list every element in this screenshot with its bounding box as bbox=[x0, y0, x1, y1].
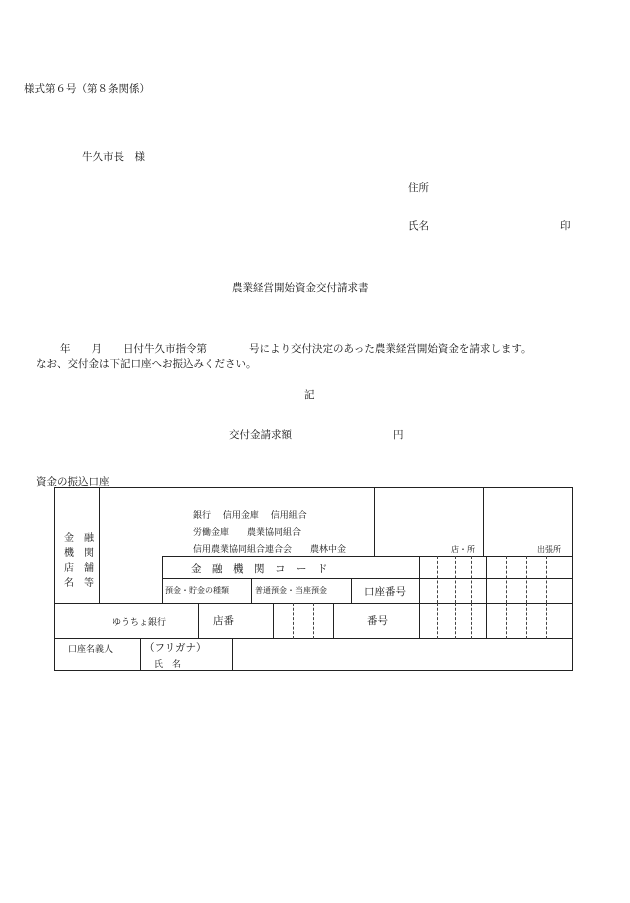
account-number-label: 口座番号 bbox=[364, 586, 406, 598]
amount-unit: 円 bbox=[393, 429, 404, 441]
yucho-label: ゆうちょ銀行 bbox=[112, 618, 167, 628]
bank-types-row-1: 銀行 信用金庫 信用組合 bbox=[193, 511, 307, 521]
institution-code-label: 金 融 機 関 コ ー ド bbox=[191, 563, 328, 575]
branch-number-label: 店番 bbox=[213, 615, 234, 627]
furigana-label: （フリガナ） bbox=[144, 642, 207, 654]
bank-types-row-2: 労働金庫 農業協同組合 bbox=[193, 528, 302, 538]
ki-mark: 記 bbox=[304, 389, 315, 401]
form-number: 様式第６号（第８条関係） bbox=[24, 83, 150, 95]
holder-row-border bbox=[54, 638, 573, 671]
bank-types-row-3: 信用農業協同組合連合会 農林中金 bbox=[193, 545, 347, 555]
document-title: 農業経営開始資金交付請求書 bbox=[232, 282, 369, 294]
body-line-1: 年 月 日付牛久市指令第 号により交付決定のあった農業経営開始資金を請求します。 bbox=[60, 343, 532, 355]
seal-mark: 印 bbox=[560, 220, 571, 232]
branch-office: 出張所 bbox=[537, 545, 561, 554]
name-label: 氏名 bbox=[408, 220, 429, 232]
number-label: 番号 bbox=[367, 615, 388, 627]
addressee: 牛久市長 様 bbox=[82, 151, 145, 163]
deposit-type-value: 普通預金・当座預金 bbox=[255, 586, 327, 595]
branch-types: 店・所 bbox=[451, 545, 475, 554]
holder-label: 口座名義人 bbox=[68, 645, 114, 655]
institution-label: 金 融 機 関 店 舗 名 等 bbox=[64, 533, 94, 589]
deposit-type-label: 預金・貯金の種類 bbox=[165, 586, 229, 595]
amount-label: 交付金請求額 bbox=[229, 429, 292, 441]
body-line-2: なお、交付金は下記口座へお振込みください。 bbox=[36, 358, 257, 370]
holder-name-label: 氏 名 bbox=[154, 660, 182, 670]
account-section-title: 資金の振込口座 bbox=[36, 476, 110, 488]
address-label: 住所 bbox=[408, 182, 429, 194]
